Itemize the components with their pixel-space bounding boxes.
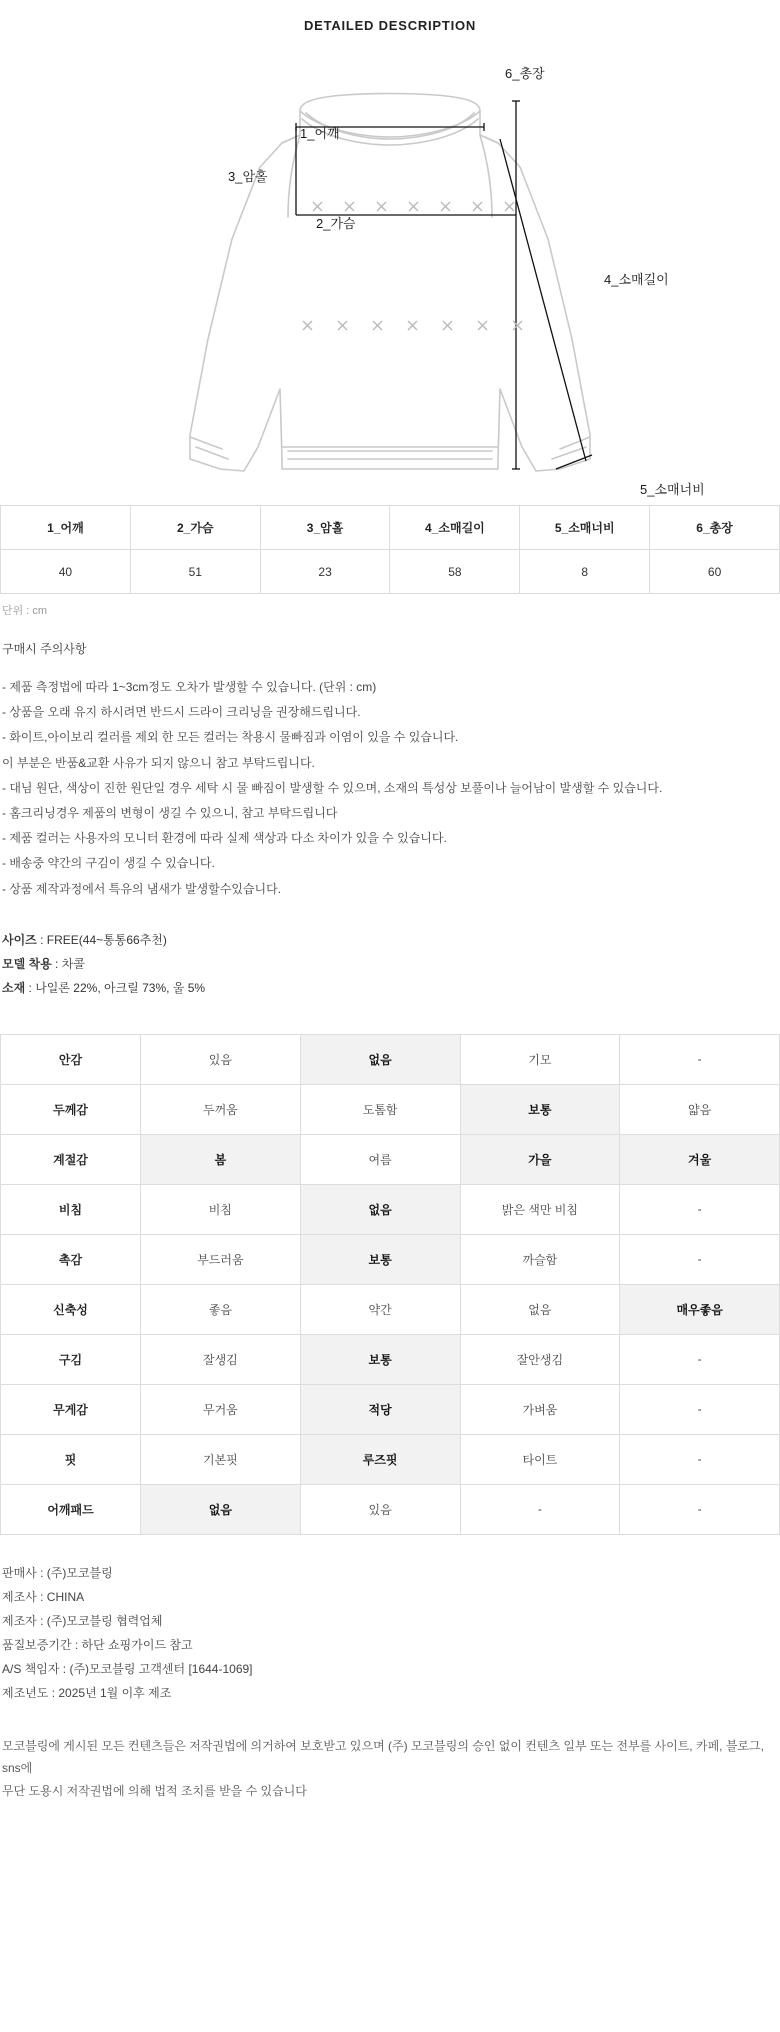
attribute-option: - <box>620 1034 780 1084</box>
diagram-label-shoulder: 1_어깨 <box>300 126 340 141</box>
attribute-option: 잘안생김 <box>460 1334 620 1384</box>
spec-material-value: : 나일론 22%, 아크릴 73%, 울 5% <box>25 980 206 995</box>
attribute-option-selected: 겨울 <box>620 1134 780 1184</box>
attribute-name: 안감 <box>1 1034 141 1084</box>
attribute-row <box>1 1184 780 1234</box>
attribute-option-selected: 없음 <box>300 1184 460 1234</box>
note-line: - 홈크리닝경우 제품의 변형이 생길 수 있으니, 참고 부탁드립니다 <box>2 805 338 820</box>
attribute-row <box>1 1034 780 1084</box>
attribute-option-selected: 적당 <box>300 1384 460 1434</box>
measurement-table <box>0 505 780 594</box>
notes-heading: 구매시 주의사항 <box>2 642 87 656</box>
note-line: - 화이트,아이보리 컬러를 제외 한 모든 컬러는 착용시 물빠짐과 이염이 있을 수 있습니다. <box>2 730 459 745</box>
product-spec <box>0 902 780 1000</box>
diagram-label-total-length: 6_총장 <box>505 66 545 81</box>
page-title: DETAILED DESCRIPTION <box>303 18 477 33</box>
attribute-option: 도톰함 <box>300 1084 460 1134</box>
attribute-option: 기본핏 <box>141 1434 301 1484</box>
seller-line: A/S 책임자 : (주)모코블링 고객센터 [1644-1069] <box>2 1661 253 1676</box>
attribute-row <box>1 1384 780 1434</box>
note-line: - 제품 측정법에 따라 1~3cm정도 오차가 발생할 수 있습니다. (단위 : cm) <box>2 680 377 694</box>
attribute-option-selected: 보통 <box>300 1334 460 1384</box>
attribute-option-selected: 루즈핏 <box>300 1434 460 1484</box>
measurement-value: 8 <box>520 550 650 594</box>
spec-size-label: 사이즈 <box>2 932 37 947</box>
note-line: - 상품 제작과정에서 특유의 냄새가 발생할수있습니다. <box>2 881 282 896</box>
attribute-option-selected: 봄 <box>141 1134 301 1184</box>
measurement-header: 5_소매너비 <box>520 506 650 550</box>
note-line: - 상품을 오래 유지 하시려면 반드시 드라이 크리닝을 권장해드립니다. <box>2 705 361 720</box>
attribute-row <box>1 1334 780 1384</box>
copyright-line: 모코블링에 게시된 모든 컨텐츠들은 저작권법에 의거하여 보호받고 있으며 (주) 모코블링의 승인 없이 컨텐츠 일부 또는 전부를 사이트, 카페, 블로그, sns에 <box>2 1738 764 1776</box>
diagram-label-chest: 2_가슴 <box>316 216 356 231</box>
seller-info <box>0 1535 780 1705</box>
measurement-diagram <box>0 39 780 499</box>
spec-size <box>2 928 778 952</box>
measurement-value: 58 <box>390 550 520 594</box>
spec-material <box>2 976 778 1000</box>
measurement-unit: 단위 : cm <box>2 605 48 617</box>
attribute-option: 비침 <box>141 1184 301 1234</box>
diagram-label-sleeve-length: 4_소매길이 <box>604 272 669 287</box>
measurement-header: 2_가슴 <box>130 506 260 550</box>
attribute-option: 얇음 <box>620 1084 780 1134</box>
seller-line: 판매사 : (주)모코블링 <box>2 1565 113 1580</box>
measurement-header: 3_암홀 <box>260 506 390 550</box>
attribute-name: 구김 <box>1 1334 141 1384</box>
attribute-name: 계절감 <box>1 1134 141 1184</box>
note-line: - 제품 컬러는 사용자의 모니터 환경에 따라 실제 색상과 다소 차이가 있을 수 있습니다. <box>2 831 447 846</box>
copyright-line: 무단 도용시 저작권법에 의해 법적 조치를 받을 수 있습니다 <box>2 1784 307 1799</box>
attribute-option-selected: 없음 <box>300 1034 460 1084</box>
attribute-name: 핏 <box>1 1434 141 1484</box>
attribute-option: 가벼움 <box>460 1384 620 1434</box>
attribute-name: 신축성 <box>1 1284 141 1334</box>
attribute-option: 여름 <box>300 1134 460 1184</box>
attribute-name: 비침 <box>1 1184 141 1234</box>
attribute-option: 약간 <box>300 1284 460 1334</box>
spec-material-label: 소재 <box>2 980 26 995</box>
attribute-row <box>1 1284 780 1334</box>
attribute-name: 무게감 <box>1 1384 141 1434</box>
attribute-option: 무거움 <box>141 1384 301 1434</box>
attribute-name: 촉감 <box>1 1234 141 1284</box>
measurement-value: 40 <box>1 550 131 594</box>
note-line: - 배송중 약간의 구김이 생길 수 있습니다. <box>2 856 215 871</box>
spec-model-value: : 차콜 <box>51 956 85 971</box>
seller-line: 제조자 : (주)모코블링 협력업체 <box>2 1613 163 1628</box>
attribute-name: 두께감 <box>1 1084 141 1134</box>
attribute-row <box>1 1134 780 1184</box>
attribute-option: 타이트 <box>460 1434 620 1484</box>
attribute-option: 부드러움 <box>141 1234 301 1284</box>
attribute-option: - <box>620 1234 780 1284</box>
attribute-option: 좋음 <box>141 1284 301 1334</box>
attribute-row <box>1 1084 780 1134</box>
attribute-option-selected: 보통 <box>300 1234 460 1284</box>
attribute-row <box>1 1484 780 1534</box>
attribute-option: 잘생김 <box>141 1334 301 1384</box>
measurement-value: 23 <box>260 550 390 594</box>
table-header-row <box>1 506 780 550</box>
seller-line: 제조년도 : 2025년 1월 이후 제조 <box>2 1685 172 1700</box>
attribute-option: - <box>620 1334 780 1384</box>
attribute-option-selected: 보통 <box>460 1084 620 1134</box>
note-line: - 대님 원단, 색상이 진한 원단일 경우 세탁 시 물 빠짐이 발생할 수 있으며, 소재의 특성상 보풀이나 늘어남이 발생할 수 있습니다. <box>2 780 663 795</box>
attribute-option: 없음 <box>460 1284 620 1334</box>
purchase-notes <box>0 618 780 902</box>
attribute-option: 기모 <box>460 1034 620 1084</box>
seller-line: 제조사 : CHINA <box>2 1589 85 1604</box>
spec-size-value: : FREE(44~통통66추천) <box>36 932 167 947</box>
attribute-table <box>0 1034 780 1535</box>
attribute-option: - <box>620 1184 780 1234</box>
attribute-option-selected: 없음 <box>141 1484 301 1534</box>
attribute-option-selected: 가을 <box>460 1134 620 1184</box>
copyright-notice <box>0 1705 780 1833</box>
diagram-label-armhole: 3_암홀 <box>228 169 268 184</box>
spec-model-label: 모델 착용 <box>2 956 52 971</box>
table-row <box>1 550 780 594</box>
attribute-name: 어깨패드 <box>1 1484 141 1534</box>
attribute-option: 두꺼움 <box>141 1084 301 1134</box>
attribute-option-selected: 매우좋음 <box>620 1284 780 1334</box>
measurement-value: 51 <box>130 550 260 594</box>
attribute-option: 밝은 색만 비침 <box>460 1184 620 1234</box>
spec-model <box>2 952 778 976</box>
diagram-label-sleeve-width: 5_소매너비 <box>640 482 705 497</box>
note-line: 이 부분은 반품&교환 사유가 되지 않으니 참고 부탁드립니다. <box>2 755 315 770</box>
measurement-header: 1_어깨 <box>1 506 131 550</box>
measurement-header: 4_소매길이 <box>390 506 520 550</box>
attribute-option: 있음 <box>141 1034 301 1084</box>
measurement-value: 60 <box>650 550 780 594</box>
attribute-option: - <box>620 1384 780 1434</box>
attribute-option: - <box>460 1484 620 1534</box>
attribute-option: - <box>620 1484 780 1534</box>
seller-line: 품질보증기간 : 하단 쇼핑가이드 참고 <box>2 1637 193 1652</box>
attribute-option: - <box>620 1434 780 1484</box>
attribute-row <box>1 1434 780 1484</box>
measurement-header: 6_총장 <box>650 506 780 550</box>
attribute-option: 까슬함 <box>460 1234 620 1284</box>
attribute-row <box>1 1234 780 1284</box>
attribute-option: 있음 <box>300 1484 460 1534</box>
